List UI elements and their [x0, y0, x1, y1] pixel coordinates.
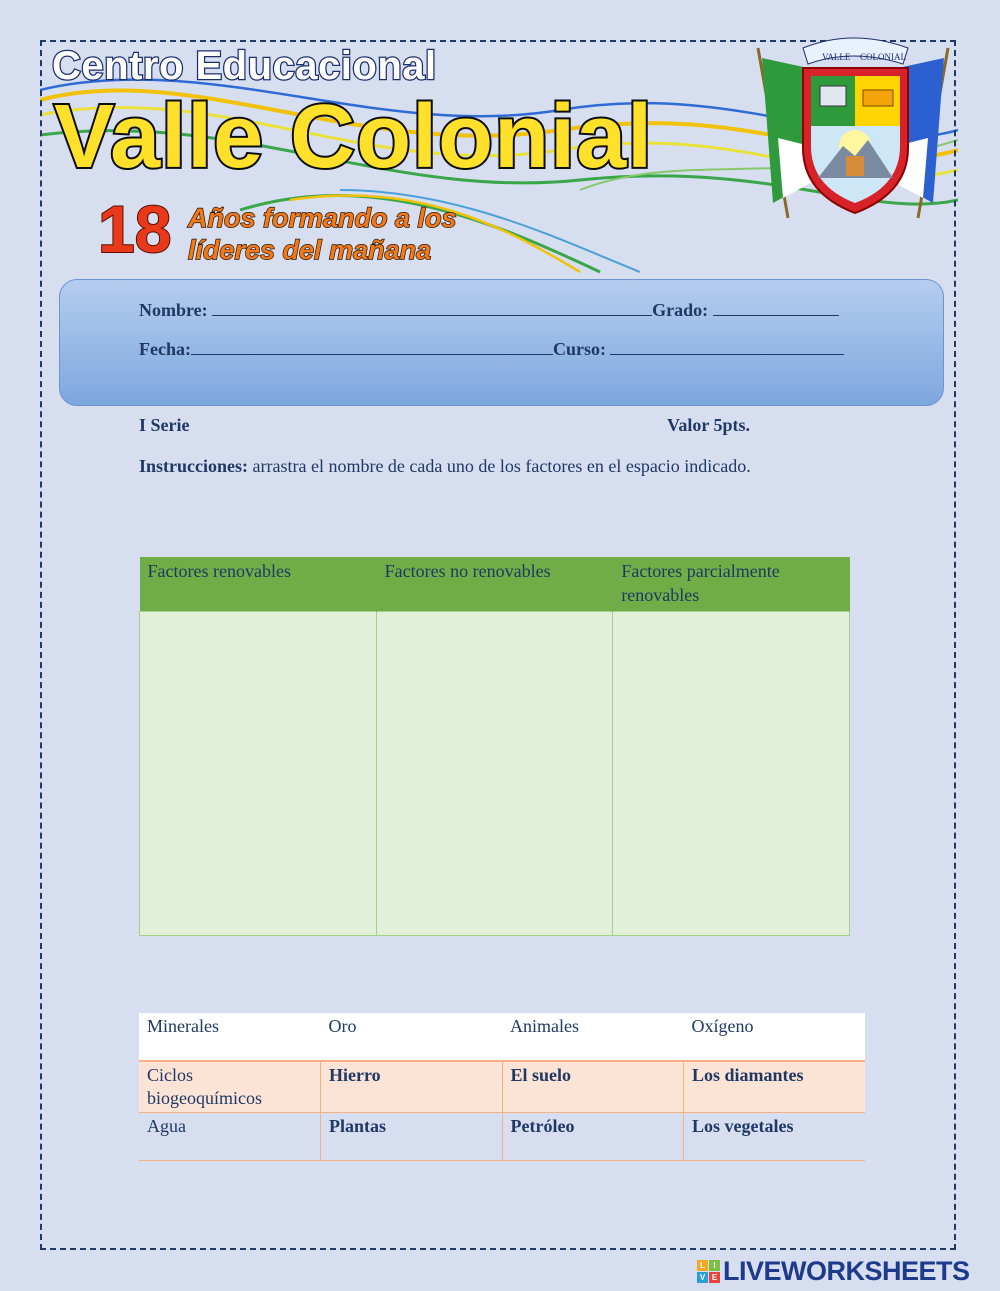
- date-course-row: [139, 338, 844, 360]
- serie-value: Valor 5pts.: [667, 415, 751, 435]
- word-item[interactable]: Ciclos biogeoquímicos: [139, 1061, 321, 1113]
- word-item[interactable]: Los vegetales: [684, 1113, 866, 1161]
- word-item[interactable]: Minerales: [139, 1013, 321, 1061]
- classification-table: [139, 557, 850, 936]
- word-bank-row: [139, 1013, 865, 1061]
- drop-zone-renovables[interactable]: [140, 612, 377, 936]
- word-item[interactable]: Petróleo: [502, 1113, 684, 1161]
- school-crest-logo: [748, 28, 963, 223]
- years-slogan-line1: Años formando a los: [188, 203, 457, 233]
- drop-zone-no-renovables[interactable]: [376, 612, 613, 936]
- school-title-line2: Valle Colonial: [54, 87, 654, 187]
- serie-title: I Serie: [139, 415, 190, 435]
- crest-banner-right-text: COLONIAL: [860, 52, 906, 62]
- word-item[interactable]: Oxígeno: [684, 1013, 866, 1061]
- word-item[interactable]: El suelo: [502, 1061, 684, 1113]
- fecha-label: Fecha:: [139, 339, 191, 359]
- instructions-label: Instrucciones:: [139, 456, 248, 476]
- liveworksheets-logo: [697, 1256, 970, 1286]
- nombre-label: Nombre:: [139, 300, 208, 320]
- word-item[interactable]: Plantas: [321, 1113, 503, 1161]
- fecha-blank[interactable]: [191, 338, 553, 355]
- years-number: 18: [98, 192, 172, 266]
- grado-blank[interactable]: [713, 299, 839, 316]
- word-item[interactable]: Oro: [321, 1013, 503, 1061]
- years-slogan-line2: líderes del mañana: [188, 235, 432, 265]
- instructions: [139, 453, 819, 480]
- curso-label: Curso:: [552, 339, 606, 359]
- school-title-line1: Centro Educacional: [52, 44, 437, 88]
- name-grade-row: [139, 299, 839, 321]
- header-renovables: Factores renovables: [140, 557, 377, 612]
- drop-zone-parcialmente-renovables[interactable]: [613, 612, 850, 936]
- word-item[interactable]: Hierro: [321, 1061, 503, 1113]
- word-bank: [139, 1013, 865, 1161]
- years-slogan: [188, 202, 457, 266]
- header-no-renovables: Factores no renovables: [376, 557, 613, 612]
- nombre-blank[interactable]: [212, 299, 652, 316]
- crest-banner-left-text: VALLE: [822, 52, 851, 62]
- word-item[interactable]: Los diamantes: [684, 1061, 866, 1113]
- liveworksheets-brand: LIVEWORKSHEETS: [723, 1255, 970, 1286]
- word-item[interactable]: Agua: [139, 1113, 321, 1161]
- word-bank-row: [139, 1061, 865, 1113]
- word-bank-row: [139, 1113, 865, 1161]
- curso-blank[interactable]: [610, 338, 844, 355]
- word-item[interactable]: Animales: [502, 1013, 684, 1061]
- instructions-text: arrastra el nombre de cada uno de los factores en el espacio indicado.: [248, 456, 751, 476]
- header-parcialmente-renovables: Factores parcialmente renovables: [613, 557, 850, 612]
- liveworksheets-icon: L I V E: [697, 1260, 720, 1283]
- grado-label: Grado:: [652, 300, 709, 320]
